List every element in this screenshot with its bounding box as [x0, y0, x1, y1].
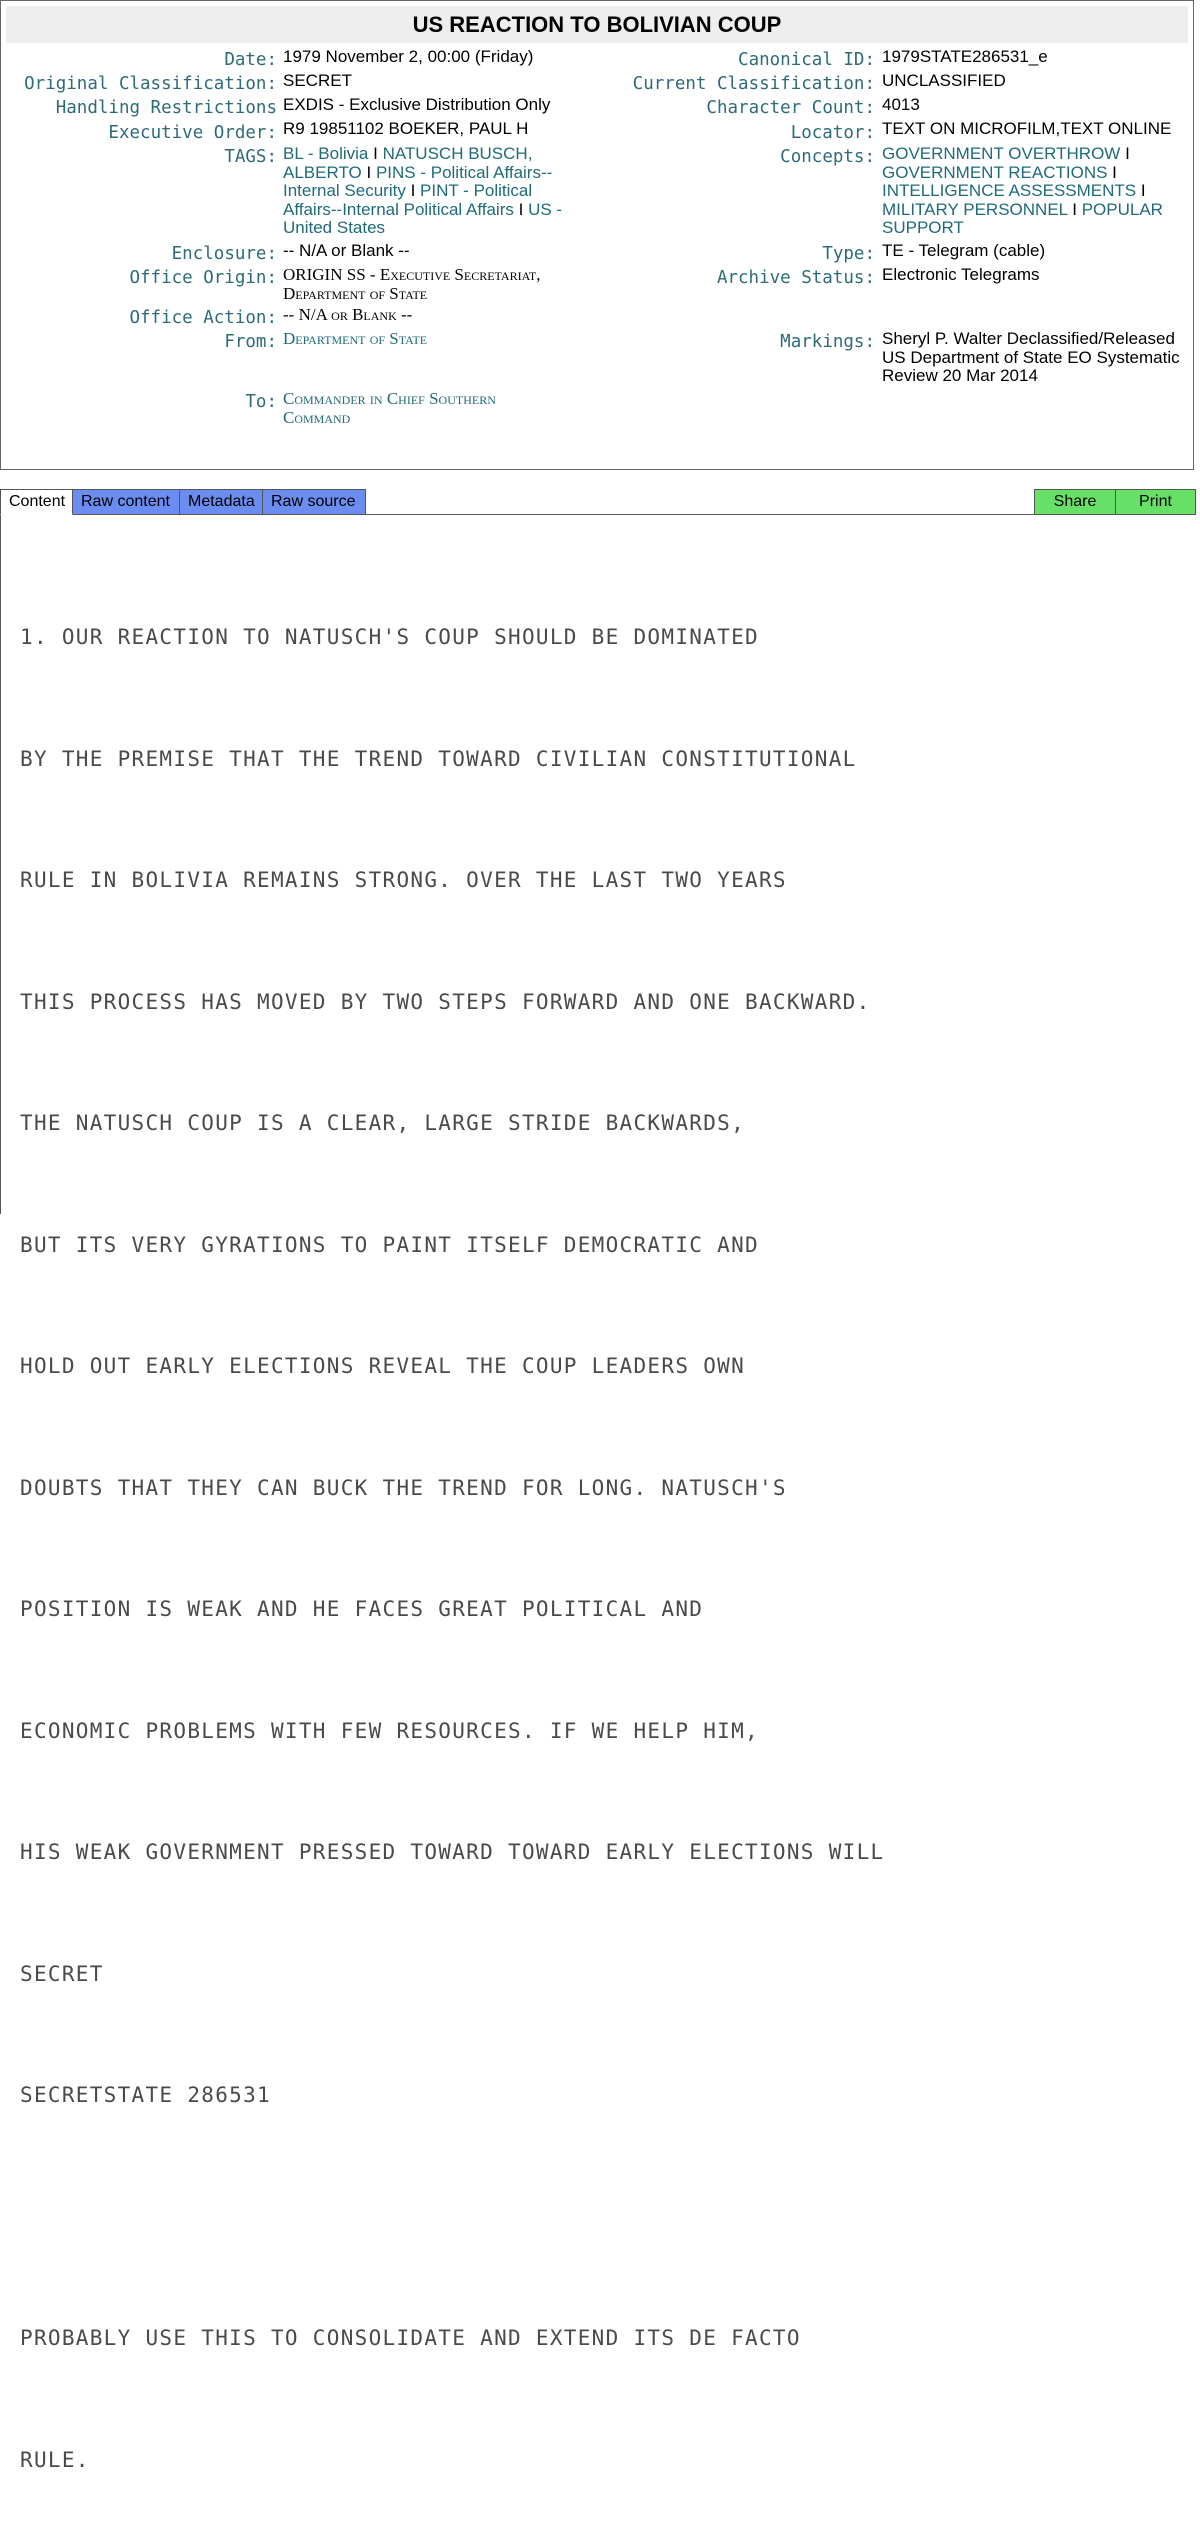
office-action-value: -- N/A or Blank --	[283, 305, 413, 324]
content-line-blank	[20, 2197, 1190, 2238]
executive-order-value: R9 19851102 BOEKER, PAUL H	[283, 119, 529, 138]
tab-raw-source[interactable]: Raw source	[262, 489, 366, 515]
content-line: THE NATUSCH COUP IS A CLEAR, LARGE STRIDE BACKWARDS,	[20, 1111, 746, 1135]
concept-link-government-overthrow[interactable]: GOVERNMENT OVERTHROW	[882, 144, 1121, 163]
locator-label: Locator:	[790, 123, 875, 143]
tag-link-internal-security[interactable]: Internal Security	[283, 181, 406, 200]
office-origin-prefix: ORIGIN SS -	[283, 265, 380, 284]
tags-value	[283, 145, 583, 238]
markings-line3: Review 20 Mar 2014	[882, 366, 1038, 385]
to-label: To:	[245, 392, 277, 412]
tag-link-pint[interactable]: PINT - Political	[420, 181, 533, 200]
canonical-id-value: 1979STATE286531_e	[882, 47, 1048, 66]
tag-separator: I	[373, 144, 378, 163]
markings-line2: US Department of State EO Systematic	[882, 347, 1180, 367]
from-label: From:	[224, 332, 277, 352]
content-line: ECONOMIC PROBLEMS WITH FEW RESOURCES. IF WE HELP HIM,	[20, 1718, 759, 1743]
to-line1: Commander in Chief Southern	[283, 389, 496, 408]
concept-separator: I	[1072, 199, 1077, 219]
concept-separator: I	[1125, 144, 1130, 163]
enclosure-label: Enclosure:	[171, 244, 277, 264]
handling-restrictions-label: Handling Restrictions	[55, 98, 277, 118]
tag-link-alberto[interactable]: ALBERTO	[283, 162, 362, 182]
concept-link-government-reactions[interactable]: GOVERNMENT REACTIONS	[882, 162, 1108, 182]
type-label: Type:	[822, 244, 875, 264]
markings-line1: Sheryl P. Walter Declassified/Released	[882, 329, 1175, 348]
content-line: RULE IN BOLIVIA REMAINS STRONG. OVER THE LAST TWO YEARS	[20, 868, 787, 892]
print-button[interactable]: Print	[1115, 489, 1196, 515]
tag-link-internal-political-affairs[interactable]: Affairs--Internal Political Affairs	[283, 199, 514, 219]
content-line: POSITION IS WEAK AND HE FACES GREAT POLITICAL AND	[20, 1597, 704, 1621]
handling-restrictions-value: EXDIS - Exclusive Distribution Only	[283, 95, 551, 114]
tab-raw-content[interactable]: Raw content	[72, 489, 180, 515]
tag-link-pins[interactable]: PINS - Political Affairs--	[375, 162, 553, 182]
concept-separator: I	[1112, 162, 1117, 182]
canonical-id-label: Canonical ID:	[738, 50, 875, 70]
tag-link-bl-bolivia[interactable]: BL - Bolivia	[283, 144, 369, 163]
tag-link-natusch-busch[interactable]: NATUSCH BUSCH,	[382, 144, 533, 163]
office-origin-line2: Department of State	[283, 283, 428, 303]
concepts-value	[882, 145, 1194, 238]
enclosure-value: -- N/A or Blank --	[283, 241, 410, 260]
tag-link-united-states[interactable]: United States	[283, 218, 386, 237]
concept-support: SUPPORT	[882, 218, 964, 237]
tag-separator: I	[518, 199, 524, 219]
concepts-label: Concepts:	[780, 147, 875, 167]
concept-link-intelligence-assessments[interactable]: INTELLIGENCE ASSESSMENTS	[882, 181, 1137, 200]
markings-label: Markings:	[780, 332, 875, 352]
date-value: 1979 November 2, 00:00 (Friday)	[283, 47, 534, 66]
office-origin-label: Office Origin:	[129, 268, 277, 288]
concept-popular: POPULAR	[1081, 199, 1163, 219]
character-count-label: Character Count:	[706, 98, 875, 118]
cable-title: US REACTION TO BOLIVIAN COUP	[6, 6, 1188, 43]
content-line: 1. OUR REACTION TO NATUSCH'S COUP SHOULD BE DOMINATED	[20, 625, 759, 649]
content-line: DOUBTS THAT THEY CAN BUCK THE TREND FOR LONG. NATUSCH'S	[20, 1475, 787, 1500]
current-classification-label: Current Classification:	[632, 74, 875, 94]
archive-status-value: Electronic Telegrams	[882, 265, 1040, 284]
share-button[interactable]: Share	[1034, 489, 1116, 515]
tab-metadata[interactable]: Metadata	[179, 489, 263, 515]
tag-link-us[interactable]: US -	[528, 199, 563, 219]
original-classification-value: SECRET	[283, 71, 352, 90]
to-value	[283, 390, 583, 427]
type-value: TE - Telegram (cable)	[882, 241, 1046, 260]
executive-order-label: Executive Order:	[108, 123, 277, 143]
tags-label: TAGS:	[224, 147, 277, 167]
content-line: THIS PROCESS HAS MOVED BY TWO STEPS FORWARD AND ONE BACKWARD.	[20, 989, 871, 1014]
content-line: HOLD OUT EARLY ELECTIONS REVEAL THE COUP LEADERS OWN	[20, 1354, 746, 1378]
date-label: Date:	[224, 50, 277, 70]
tag-separator: I	[410, 181, 416, 200]
from-value	[283, 330, 583, 349]
content-line: BUT ITS VERY GYRATIONS TO PAINT ITSELF DEMOCRATIC AND	[20, 1232, 759, 1257]
tag-separator: I	[366, 162, 372, 182]
office-origin-value	[283, 266, 583, 303]
archive-status-label: Archive Status:	[716, 268, 875, 288]
office-origin-line1: Executive Secretariat,	[379, 265, 541, 284]
content-line: SECRET	[20, 1961, 104, 1986]
tab-content[interactable]: Content	[0, 489, 73, 515]
locator-value: TEXT ON MICROFILM,TEXT ONLINE	[882, 119, 1172, 138]
content-line: BY THE PREMISE THAT THE TREND TOWARD CIVILIAN CONSTITUTIONAL	[20, 746, 857, 771]
to-link-southern-command[interactable]	[283, 389, 496, 427]
original-classification-label: Original Classification:	[24, 74, 277, 94]
to-line2: Command	[283, 407, 351, 427]
markings-value	[882, 330, 1198, 386]
current-classification-value: UNCLASSIFIED	[882, 71, 1006, 90]
content-line: HIS WEAK GOVERNMENT PRESSED TOWARD TOWARD EARLY ELECTIONS WILL	[20, 1840, 885, 1864]
character-count-value: 4013	[882, 95, 920, 114]
concept-separator: I	[1140, 181, 1146, 200]
content-line: RULE.	[20, 2447, 90, 2472]
office-action-label: Office Action:	[129, 308, 277, 328]
content-line: PROBABLY USE THIS TO CONSOLIDATE AND EXTEND ITS DE FACTO	[20, 2326, 801, 2350]
from-link-department-of-state[interactable]: Department of State	[283, 329, 428, 348]
cable-body-text	[20, 536, 1190, 2521]
concept-link-military-personnel[interactable]: MILITARY PERSONNEL	[882, 199, 1068, 219]
content-line: SECRETSTATE 286531	[20, 2083, 271, 2107]
